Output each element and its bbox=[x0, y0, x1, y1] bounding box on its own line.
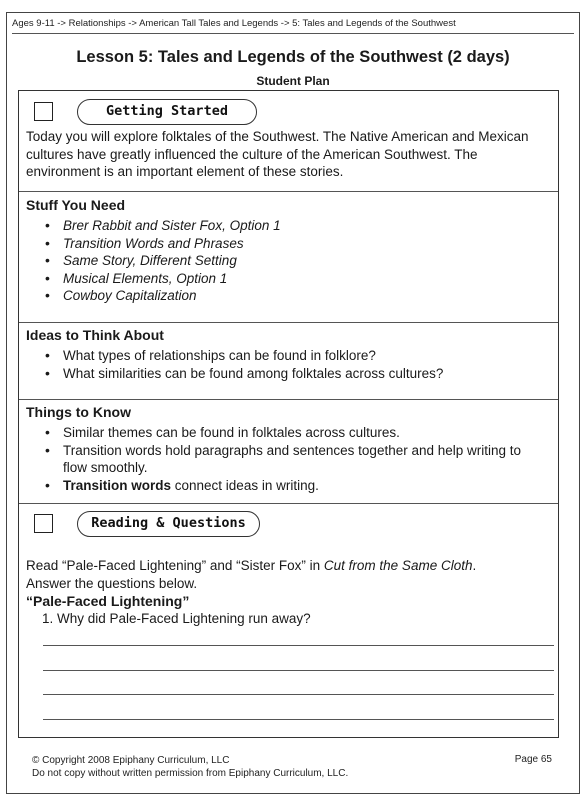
stuff-you-need-section bbox=[19, 191, 558, 322]
answer-line[interactable] bbox=[43, 719, 554, 720]
list-item: • Transition Words and Phrases bbox=[43, 235, 544, 253]
things-to-know-section bbox=[19, 399, 558, 503]
list-item: • Similar themes can be found in folktales across cultures. bbox=[43, 424, 544, 442]
copyright-text: © Copyright 2008 Epiphany Curriculum, LLC bbox=[32, 755, 230, 766]
getting-started-section bbox=[19, 91, 558, 191]
things-to-know-heading: Things to Know bbox=[26, 404, 131, 420]
reading-questions-section bbox=[19, 503, 558, 739]
list-item: • Transition words connect ideas in writing. bbox=[43, 477, 544, 495]
student-plan-box bbox=[18, 90, 559, 738]
getting-started-checkbox[interactable] bbox=[34, 102, 53, 121]
list-item: • What types of relationships can be found in folklore? bbox=[43, 347, 544, 365]
page-title: Lesson 5: Tales and Legends of the Southwest (2 days) bbox=[76, 48, 510, 66]
answer-line[interactable] bbox=[43, 645, 554, 646]
answer-line[interactable] bbox=[43, 694, 554, 695]
list-item: • Brer Rabbit and Sister Fox, Option 1 bbox=[43, 217, 544, 235]
footer-copyright bbox=[32, 754, 348, 780]
reading-questions-label: Reading & Questions bbox=[77, 511, 260, 537]
breadcrumb: Ages 9-11 -> Relationships -> American Tall Tales and Legends -> 5: Tales and Legends of the Southwest bbox=[12, 18, 574, 34]
list-item: • Musical Elements, Option 1 bbox=[43, 270, 544, 288]
page-subtitle: Student Plan bbox=[256, 74, 330, 88]
list-item: • Same Story, Different Setting bbox=[43, 252, 544, 270]
getting-started-label: Getting Started bbox=[77, 99, 257, 125]
reading-instructions: Read “Pale-Faced Lightening” and “Sister Fox” in Cut from the Same Cloth. Answer the questions below. bbox=[26, 558, 477, 591]
reading-questions-checkbox[interactable] bbox=[34, 514, 53, 533]
answer-line[interactable] bbox=[43, 670, 554, 671]
things-to-know-list bbox=[43, 424, 544, 494]
stuff-you-need-list bbox=[43, 217, 544, 305]
ideas-section bbox=[19, 322, 558, 399]
ideas-list bbox=[43, 347, 544, 382]
stuff-you-need-heading: Stuff You Need bbox=[26, 197, 126, 213]
story-heading: “Pale-Faced Lightening” bbox=[26, 593, 190, 609]
ideas-heading: Ideas to Think About bbox=[26, 327, 164, 343]
list-item: • Transition words hold paragraphs and sentences together and help writing to flow smoothly. bbox=[43, 442, 544, 477]
question-1: 1. Why did Pale-Faced Lightening run away? bbox=[42, 611, 311, 626]
page-number: Page 65 bbox=[514, 754, 552, 765]
getting-started-text: Today you will explore folktales of the Southwest. The Native American and Mexican cultures have greatly influenced the culture of the American Southwest. The environment is an important element of these stories. bbox=[26, 129, 529, 179]
copy-notice: Do not copy without written permission from Epiphany Curriculum, LLC. bbox=[32, 768, 349, 779]
list-item: • What similarities can be found among folktales across cultures? bbox=[43, 365, 544, 383]
list-item: • Cowboy Capitalization bbox=[43, 287, 544, 305]
